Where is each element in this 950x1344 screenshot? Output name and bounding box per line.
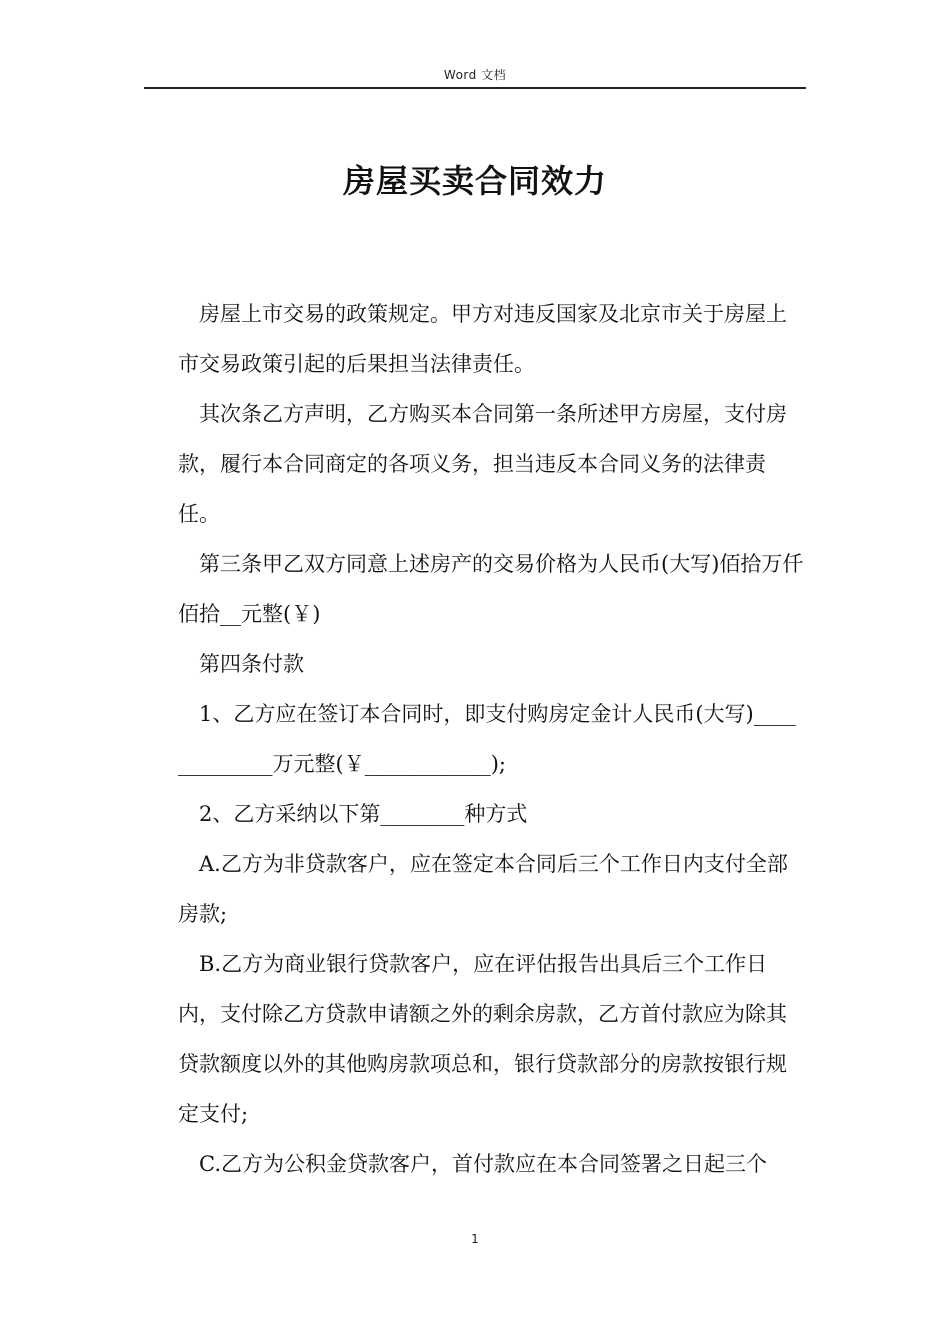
paragraph-option-c: C.乙方为公积金贷款客户，首付款应在本合同签署之日起三个: [199, 1152, 767, 1176]
paragraph-price: 第三条甲乙双方同意上述房产的交易价格为人民币(大写)佰拾万仟佰拾__元整(￥): [178, 552, 804, 626]
header-divider: [144, 87, 806, 89]
document-body: [178, 289, 806, 1189]
paragraph-deposit: 1、乙方应在签订本合同时，即支付购房定金计人民币(大写)_____________万元整(￥____________);: [178, 702, 796, 776]
paragraph-payment-method: 2、乙方采纳以下第________种方式: [199, 802, 528, 826]
page-number: 1: [471, 1232, 479, 1246]
paragraph-option-a: A.乙方为非贷款客户，应在签定本合同后三个工作日内支付全部房款;: [178, 852, 788, 926]
paragraph-buyer-declaration: 其次条乙方声明，乙方购买本合同第一条所述甲方房屋，支付房款，履行本合同商定的各项义务，担当违反本合同义务的法律责任。: [178, 402, 787, 526]
paragraph-payment-heading: 第四条付款: [199, 652, 304, 676]
paragraph-option-b: B.乙方为商业银行贷款客户，应在评估报告出具后三个工作日内，支付除乙方贷款申请额之外的剩余房款，乙方首付款应为除其贷款额度以外的其他购房款项总和，银行贷款部分的房款按银行规定支付;: [178, 952, 787, 1126]
paragraph-market-policy: 房屋上市交易的政策规定。甲方对违反国家及北京市关于房屋上市交易政策引起的后果担当法律责任。: [178, 302, 787, 376]
document-title: 房屋买卖合同效力: [342, 162, 607, 200]
page-header: Word 文档: [443, 68, 507, 82]
